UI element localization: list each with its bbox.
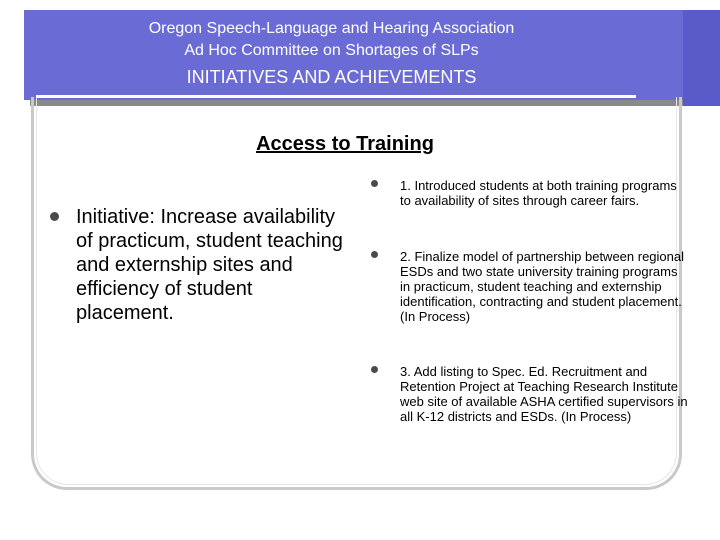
achievement-item: 1. Introduced students at both training programs to availability of sites through career fairs. <box>400 178 677 208</box>
committee-name: Ad Hoc Committee on Shortages of SLPs <box>184 42 479 59</box>
achievement-item: 3. Add listing to Spec. Ed. Recruitment and Retention Project at Teaching Research Institute web site of available ASHA certified supervisors in all K-12 districts and ESDs. (In Process) <box>400 364 688 424</box>
bullet-dot-icon <box>371 251 378 258</box>
header <box>24 18 639 90</box>
organization-name: Oregon Speech-Language and Hearing Association <box>148 20 515 37</box>
initiative-text: Initiative: Increase availability of practicum, student teaching and externship sites and efficiency of student placement. <box>76 206 343 324</box>
section-title: Access to Training <box>256 133 434 155</box>
bullet-dot-icon <box>371 366 378 373</box>
achievement-item: 2. Finalize model of partnership between regional ESDs and two state university training programs in practicum, student teaching and externship identification, contracting and student placement. (In Process) <box>400 249 685 324</box>
bullet-dot-icon <box>50 212 59 221</box>
slide-title: INITIATIVES AND ACHIEVEMENTS <box>186 67 477 87</box>
header-tab <box>683 10 720 106</box>
bullet-dot-icon <box>371 180 378 187</box>
